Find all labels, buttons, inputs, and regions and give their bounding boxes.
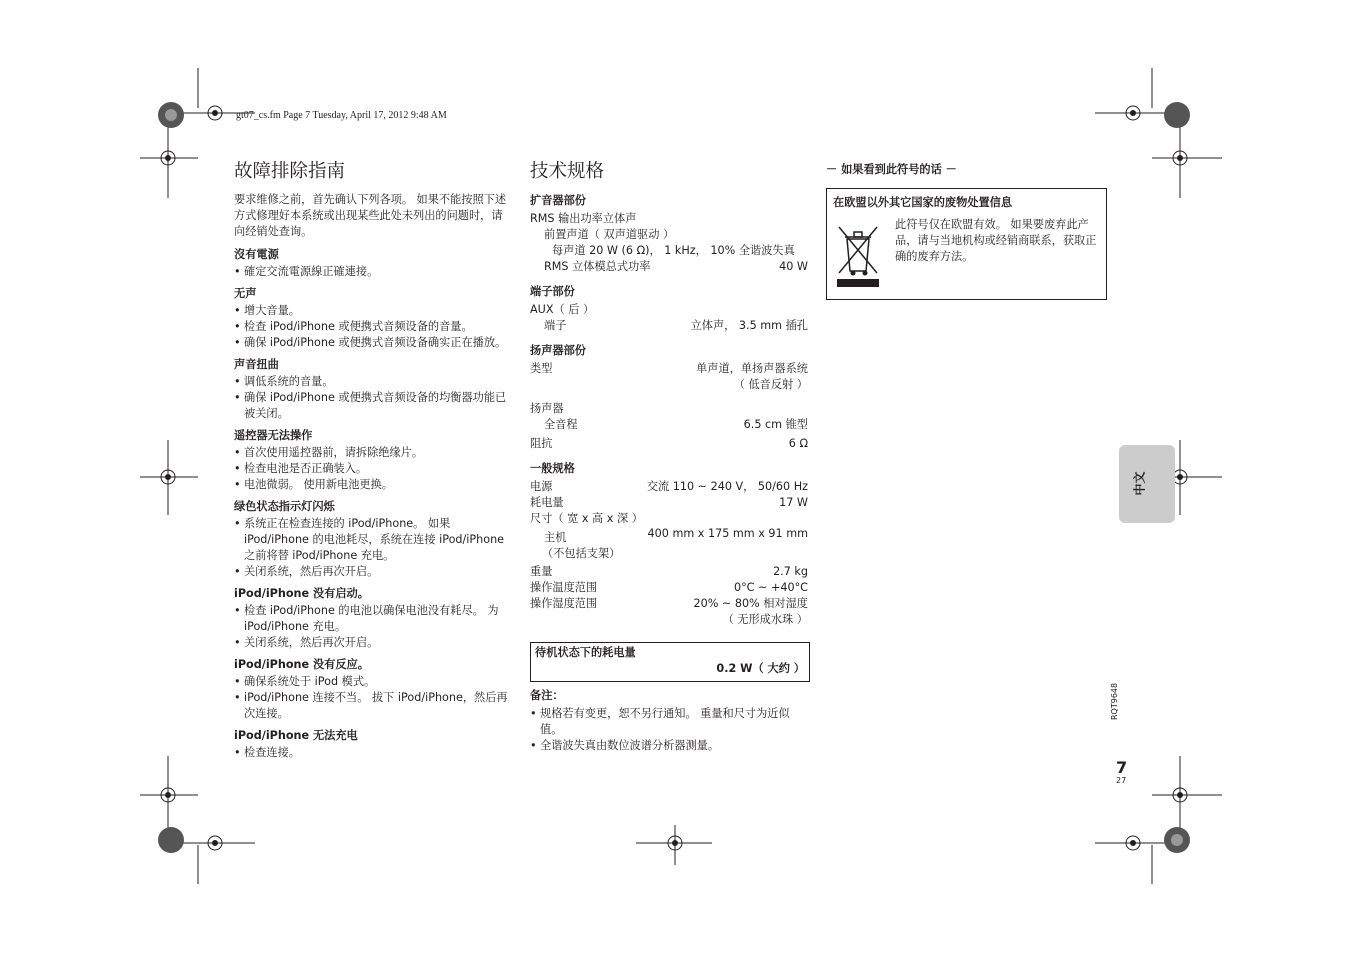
spec-row [530, 479, 808, 495]
list-item: • 关闭系统，然后再次开启。 [234, 635, 512, 651]
disposal-box-title: 在欧盟以外其它国家的废物处置信息 [833, 196, 1013, 209]
section-heading: 绿色状态指示灯闪烁 [234, 500, 335, 513]
spec-row [530, 580, 808, 596]
amp-line: 每声道 20 W (6 Ω)， 1 kHz， 10% 全谐波失真 [552, 244, 795, 257]
section-heading: 遥控器无法操作 [234, 429, 313, 442]
spec-label: RMS 立体模总式功率 [544, 260, 651, 273]
spec-note: （ 无形成水珠 ） [722, 613, 808, 626]
spec-row [530, 527, 808, 546]
amp-line: RMS 输出功率立体声 [530, 212, 637, 225]
spec-label: 耗电量 [530, 496, 564, 509]
section-heading: iPod/iPhone 无法充电 [234, 729, 358, 742]
notes-heading: 备注： [530, 689, 564, 702]
spec-row [530, 596, 808, 612]
spec-label: 阻抗 [530, 437, 553, 450]
section-heading: 无声 [234, 287, 257, 300]
file-header: gt07_cs.fm Page 7 Tuesday, April 17, 2012 9:48 AM [236, 110, 447, 121]
amp-line: 前置声道（ 双声道驱动 ） [544, 228, 675, 241]
list-item: • 确保系统处于 iPod 模式。 [234, 674, 512, 690]
section-list [234, 264, 512, 280]
spec-value: 400 mm x 175 mm x 91 mm [647, 527, 808, 540]
terminal-line: AUX（ 后 ） [530, 303, 595, 316]
crossed-bin-icon [835, 221, 881, 289]
spec-value: 交流 110 ~ 240 V， 50/60 Hz [646, 480, 808, 493]
speaker-heading: 扬声器部份 [530, 344, 586, 357]
page-sub-number: 27 [1116, 776, 1127, 785]
spec-note: （不包括支架） [542, 547, 621, 560]
general-heading: 一般规格 [530, 462, 575, 475]
list-item: • 检查连接。 [234, 745, 512, 761]
amp-heading: 扩音器部份 [530, 194, 586, 207]
list-item: • 确保 iPod/iPhone 或便携式音频设备的均衡器功能已被关闭。 [234, 390, 512, 422]
section-list [234, 674, 512, 722]
section-heading: iPod/iPhone 没有启动。 [234, 587, 369, 600]
list-item: • iPod/iPhone 连接不当。 拔下 iPod/iPhone，然后再次连接。 [234, 690, 512, 722]
spec-label: 尺寸（ 宽 x 高 x 深 ） [530, 512, 643, 525]
spec-label: 类型 [530, 362, 553, 375]
standby-box [530, 642, 810, 682]
list-item: • 確定交流電源線正確連接。 [234, 264, 512, 280]
spec-value: 6.5 cm 锥型 [743, 418, 808, 431]
spec-value: 立体声， 3.5 mm 插孔 [690, 319, 808, 332]
spec-label: 端子 [544, 319, 567, 332]
section-heading: 声音扭曲 [234, 358, 279, 371]
spec-value: 20% ~ 80% 相对湿度 [693, 597, 808, 610]
spec-label: 主机 [544, 531, 567, 544]
troubleshooting-title: 故障排除指南 [234, 161, 346, 182]
list-item: • 全谐波失真由数位波谱分析器测量。 [530, 738, 808, 754]
section-list [234, 745, 512, 761]
spec-value: 40 W [779, 260, 808, 273]
specs-column [530, 160, 808, 754]
spec-row [530, 495, 808, 511]
spec-value: 0°C ~ +40°C [733, 581, 808, 594]
section-list [234, 516, 512, 580]
specs-title: 技术规格 [530, 161, 605, 182]
standby-value: 0.2 W（ 大约 ） [716, 662, 805, 675]
language-tab-label: 中文 [1132, 471, 1147, 496]
disposal-box [826, 188, 1107, 300]
list-item: • 系统正在检查连接的 iPod/iPhone。 如果 iPod/iPhone 的电池耗尽，系统在连接 iPod/iPhone 之前将替 iPod/iPhone 充电。 [234, 516, 512, 564]
list-item: • 增大音量。 [234, 303, 512, 319]
page-number: 7 [1116, 758, 1128, 777]
list-item: • 规格若有变更，恕不另行通知。 重量和尺寸为近似值。 [530, 706, 808, 738]
section-heading: 沒有電源 [234, 248, 279, 261]
list-item: • 检查 iPod/iPhone 的电池以确保电池没有耗尽。 为 iPod/iPhone 充电。 [234, 603, 512, 635]
notes-list [530, 706, 808, 754]
spec-label: 全音程 [544, 418, 578, 431]
list-item: • 确保 iPod/iPhone 或便携式音频设备确实正在播放。 [234, 335, 512, 351]
spec-row [530, 259, 808, 275]
document-code: RQT9648 [1110, 682, 1119, 720]
troubleshooting-column [234, 160, 512, 761]
spec-row [530, 564, 808, 580]
list-item: • 检查 iPod/iPhone 或便携式音频设备的音量。 [234, 319, 512, 335]
standby-label: 待机状态下的耗电量 [535, 646, 636, 659]
disposal-body: 此符号仅在欧盟有效。 如果要废弃此产品，请与当地机构或经销商联系，获取正确的废弃方法。 [895, 218, 1097, 263]
list-item: • 首次使用遥控器前，请拆除绝缘片。 [234, 445, 512, 461]
spec-row [530, 436, 808, 452]
spec-value: 2.7 kg [773, 565, 808, 578]
spec-label: 操作湿度范围 [530, 597, 598, 610]
section-list [234, 303, 512, 351]
disposal-title: － 如果看到此符号的话 － [826, 163, 957, 176]
section-list [234, 445, 512, 493]
list-item: • 电池微弱。 使用新电池更换。 [234, 477, 512, 493]
disposal-column [826, 160, 1108, 300]
spec-label: 扬声器 [530, 402, 564, 415]
section-list [234, 374, 512, 422]
section-list [234, 603, 512, 651]
spec-value: 6 Ω [788, 437, 808, 450]
spec-row [530, 361, 808, 377]
list-item: • 调低系统的音量。 [234, 374, 512, 390]
language-tab [1119, 445, 1175, 523]
terminal-heading: 端子部份 [530, 285, 575, 298]
spec-value: （ 低音反射 ） [733, 378, 808, 391]
list-item: • 关闭系统，然后再次开启。 [234, 564, 512, 580]
troubleshooting-intro: 要求维修之前，首先确认下列各项。 如果不能按照下述方式修理好本系统或出现某些此处未列出的问题时，请向经销处查询。 [234, 193, 507, 238]
spec-row [530, 318, 808, 334]
section-heading: iPod/iPhone 没有反应。 [234, 658, 369, 671]
spec-label: 操作温度范围 [530, 581, 598, 594]
spec-value: 17 W [779, 496, 808, 509]
spec-row [530, 417, 808, 433]
list-item: • 检查电池是否正确装入。 [234, 461, 512, 477]
spec-label: 电源 [530, 480, 553, 493]
spec-label: 重量 [530, 565, 553, 578]
spec-value: 单声道，单扬声器系统 [696, 362, 808, 375]
